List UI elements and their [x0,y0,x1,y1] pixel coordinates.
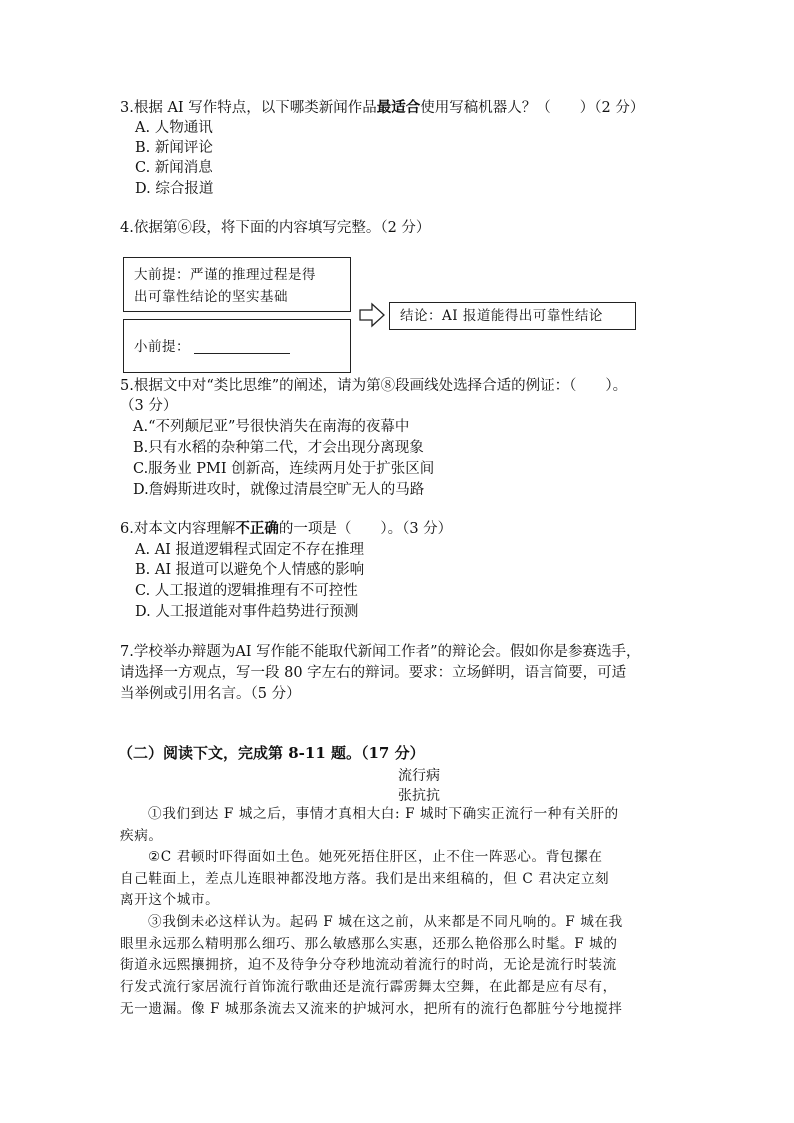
q5-option-d: D.詹姆斯进攻时，就像过清晨空旷无人的马路 [133,482,425,498]
minor-premise-blank[interactable] [194,339,290,354]
paragraph-2-line1: ②C 君顿时吓得面如土色。她死死捂住肝区，止不住一阵恶心。背包摞在 [148,849,603,865]
paragraph-2-line3: 离开这个城市。 [120,892,220,908]
major-premise-box [123,257,351,312]
passage-title: 流行病 [398,768,440,784]
major-premise-line1: 大前提：严谨的推理过程是得 [134,267,316,283]
q3-stem-part-a: 3.根据 AI 写作特点，以下哪类新闻作品 [120,100,377,116]
q5-option-b: B.只有水稻的杂种第二代，才会出现分离现象 [133,440,424,456]
paragraph-3-line1: ③我倒未必这样认为。起码 F 城在这之前，从来都是不同凡响的。F 城在我 [148,914,623,930]
q5-option-c: C.服务业 PMI 创新高，连续两月处于扩张区间 [133,461,435,477]
arrow-right-icon [358,301,386,329]
q3-stem-emphasis: 最适合 [376,99,421,116]
q7-line2: 请选择一方观点，写一段 80 字左右的辩词。要求：立场鲜明，语言简要，可适 [120,665,627,681]
paragraph-2-line2: 自己鞋面上，差点儿连眼神都没地方落。我们是出来组稿的，但 C 君决定立刻 [120,871,610,887]
paragraph-1-line2: 疾病。 [120,828,163,844]
q5-stem-line1: 5.根据文中对“类比思维”的阐述，请为第⑧段画线处选择合适的例证：（ ）。 [120,378,628,394]
q3-stem-part-c: 使用写稿机器人？（ ）（2 分） [420,100,645,116]
q3-option-b: B. 新闻评论 [135,140,213,156]
q6-option-a: A. AI 报道逻辑程式固定不存在推理 [135,542,364,558]
q5-stem-line2: （3 分） [120,398,178,414]
minor-premise-box [123,319,351,373]
paragraph-3-line4: 行发式流行家居流行首饰流行歌曲还是流行霹雳舞太空舞，在此都是应有尽有， [120,979,617,995]
q3-option-c: C. 新闻消息 [135,160,213,176]
conclusion-text: 结论：AI 报道能得出可靠性结论 [400,308,603,324]
major-premise-line2: 出可靠性结论的坚实基础 [134,289,288,305]
paragraph-3-line3: 街道永远熙攘拥挤，迫不及待争分夺秒地流动着流行的时尚，无论是流行时装流 [120,957,617,973]
conclusion-box [389,302,636,330]
section2-heading: （二）阅读下文，完成第 8-11 题。（17 分） [118,744,425,762]
q6-option-b: B. AI 报道可以避免个人情感的影响 [135,562,365,578]
paragraph-3-line2: 眼里永远那么精明那么细巧、那么敏感那么实惠，还那么艳俗那么时髦。F 城的 [120,936,618,952]
minor-premise-line [134,336,290,358]
q3-option-a: A. 人物通讯 [135,120,213,136]
q7-line1: 7.学校举办辩题为AI 写作能不能取代新闻工作者”的辩论会。假如你是参赛选手， [120,644,641,660]
paragraph-3-line5: 无一遗漏。像 F 城那条流去又流来的护城河水，把所有的流行色都脏兮兮地搅拌 [120,1001,623,1017]
q3-stem [120,98,644,118]
q6-stem-emphasis: 不正确 [235,520,279,537]
q6-stem-part-c: 的一项是（ ）。（3 分） [278,521,453,537]
q3-option-d: D. 综合报道 [135,181,214,197]
q5-option-a: A.“不列颠尼亚”号很快消失在南海的夜幕中 [133,419,410,435]
q6-option-d: D. 人工报道能对事件趋势进行预测 [135,604,359,620]
q6-stem-part-a: 6.对本文内容理解 [120,521,236,537]
q6-option-c: C. 人工报道的逻辑推理有不可控性 [135,583,358,599]
minor-premise-label: 小前提： [134,339,190,355]
passage-author: 张抗抗 [398,788,440,804]
q6-stem [120,519,452,539]
q7-line3: 当举例或引用名言。（5 分） [120,686,301,702]
paragraph-1-line1: ①我们到达 F 城之后，事情才真相大白: F 城时下确实正流行一种有关肝的 [148,806,619,822]
q4-stem: 4.依据第⑥段，将下面的内容填写完整。（2 分） [120,220,431,236]
